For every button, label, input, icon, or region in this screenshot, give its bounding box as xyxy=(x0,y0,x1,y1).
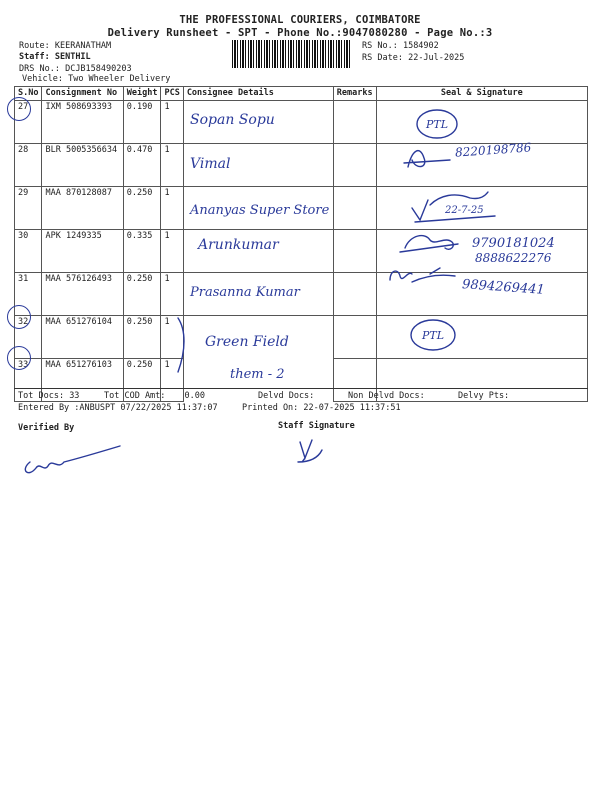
row-pcs: 1 xyxy=(161,359,183,402)
row-pcs: 1 xyxy=(161,187,183,230)
handwritten-phone: 8220198786 xyxy=(454,140,532,160)
route-value: KEERANATHAM xyxy=(54,41,112,51)
row-consignment: MAA 870128087 xyxy=(42,187,123,230)
table-row xyxy=(15,316,588,359)
row-remarks xyxy=(333,101,376,144)
row-consignment: BLR 5005356634 xyxy=(42,144,123,187)
handwritten-consignee: Prasanna Kumar xyxy=(190,285,300,300)
pen-circle-mark xyxy=(7,305,31,329)
drs-value: DCJB158490203 xyxy=(65,64,132,74)
rs-no-value: 1584902 xyxy=(402,41,439,51)
tot-cod-line xyxy=(104,391,205,401)
route-line xyxy=(19,41,111,51)
vehicle-label: Vehicle: xyxy=(22,74,63,84)
row-weight: 0.250 xyxy=(123,316,161,359)
rs-date-label: RS Date: xyxy=(362,53,403,63)
row-remarks xyxy=(333,187,376,230)
row-consignment: MAA 651276104 xyxy=(42,316,123,359)
handwritten-phone: 9894269441 xyxy=(461,277,546,298)
row-signature xyxy=(376,101,587,144)
tot-cod-label: Tot COD Amt: xyxy=(104,391,166,401)
pen-circle-mark xyxy=(7,97,31,121)
row-sno: 28 xyxy=(15,144,42,187)
row-sno: 27 xyxy=(15,101,42,144)
handwritten-consignee: Arunkumar xyxy=(198,237,279,253)
vehicle-value: Two Wheeler Delivery xyxy=(68,74,171,84)
handwritten-group-note: them - 2 xyxy=(230,367,285,382)
route-label: Route: xyxy=(19,41,50,51)
handwritten-consignee: Vimal xyxy=(190,156,231,172)
rs-date-value: 22-Jul-2025 xyxy=(408,53,465,63)
row-consignment: MAA 576126493 xyxy=(42,273,123,316)
tot-cod-value: 0.00 xyxy=(184,391,206,401)
row-pcs: 1 xyxy=(161,316,183,359)
row-sno: 33 xyxy=(15,359,42,402)
drs-label: DRS No.: xyxy=(19,64,60,74)
row-remarks xyxy=(333,316,376,359)
row-sno: 29 xyxy=(15,187,42,230)
entered-by: Entered By :ANBUSPT 07/22/2025 11:37:07 xyxy=(18,403,218,413)
row-signature xyxy=(376,316,587,359)
barcode-image xyxy=(232,40,352,68)
handwritten-consignee: Sopan Sopu xyxy=(190,112,275,128)
col-consignee: Consignee Details xyxy=(183,87,333,101)
col-consignment: Consignment No xyxy=(42,87,123,101)
row-weight: 0.470 xyxy=(123,144,161,187)
tot-docs-value: 33 xyxy=(69,391,80,401)
table-row xyxy=(15,101,588,144)
runsheet-title: Delivery Runsheet - SPT - Phone No.:9047080280 - Page No.:3 xyxy=(107,27,493,39)
seal-mark-text: PTL xyxy=(422,329,445,342)
delvd-docs-label: Delvd Docs: xyxy=(258,391,315,401)
col-sno: S.No xyxy=(15,87,42,101)
seal-mark-text: PTL xyxy=(426,118,449,131)
row-consignment: APK 1249335 xyxy=(42,230,123,273)
handwritten-consignee: Green Field xyxy=(205,334,289,350)
staff-value: SENTHIL xyxy=(54,52,91,62)
col-remarks: Remarks xyxy=(333,87,376,101)
row-remarks xyxy=(333,230,376,273)
rs-no-label: RS No.: xyxy=(362,41,398,51)
table-header-row xyxy=(15,87,588,101)
verified-by-label: Verified By xyxy=(18,423,75,433)
pen-circle-mark xyxy=(7,346,31,370)
row-pcs: 1 xyxy=(161,144,183,187)
rs-date-line xyxy=(362,53,464,63)
row-sno: 31 xyxy=(15,273,42,316)
row-remarks xyxy=(333,144,376,187)
row-weight: 0.190 xyxy=(123,101,161,144)
rs-no-line xyxy=(362,41,439,51)
row-remarks xyxy=(333,273,376,316)
printed-on: Printed On: 22-07-2025 11:37:51 xyxy=(242,403,401,413)
col-weight: Weight xyxy=(123,87,161,101)
handwritten-phone: 8888622276 xyxy=(475,251,552,265)
row-consignment: MAA 651276103 xyxy=(42,359,123,402)
non-delvd-docs-label: Non Delvd Docs: xyxy=(348,391,425,401)
col-signature: Seal & Signature xyxy=(376,87,587,101)
tot-docs-label: Tot Docs: xyxy=(18,391,65,401)
staff-signature-label: Staff Signature xyxy=(278,421,355,431)
row-sno: 32 xyxy=(15,316,42,359)
vehicle-line xyxy=(22,74,170,84)
totals-line xyxy=(18,391,79,401)
company-title: THE PROFESSIONAL COURIERS, COIMBATORE xyxy=(179,14,421,26)
row-pcs: 1 xyxy=(161,101,183,144)
delvy-pts-label: Delvy Pts: xyxy=(458,391,510,401)
handwritten-consignee: Ananyas Super Store xyxy=(190,203,330,218)
handwritten-phone: 9790181024 xyxy=(472,236,555,251)
staff-label: Staff: xyxy=(19,52,50,62)
row-pcs: 1 xyxy=(161,230,183,273)
staff-line xyxy=(19,52,91,62)
handwritten-date: 22-7-25 xyxy=(445,205,484,216)
footer-divider xyxy=(14,388,588,389)
drs-line xyxy=(19,64,132,74)
row-sno: 30 xyxy=(15,230,42,273)
row-weight: 0.250 xyxy=(123,273,161,316)
row-pcs: 1 xyxy=(161,273,183,316)
col-pcs: PCS xyxy=(161,87,183,101)
row-consignment: IXM 508693393 xyxy=(42,101,123,144)
row-weight: 0.335 xyxy=(123,230,161,273)
row-weight: 0.250 xyxy=(123,359,161,402)
row-weight: 0.250 xyxy=(123,187,161,230)
